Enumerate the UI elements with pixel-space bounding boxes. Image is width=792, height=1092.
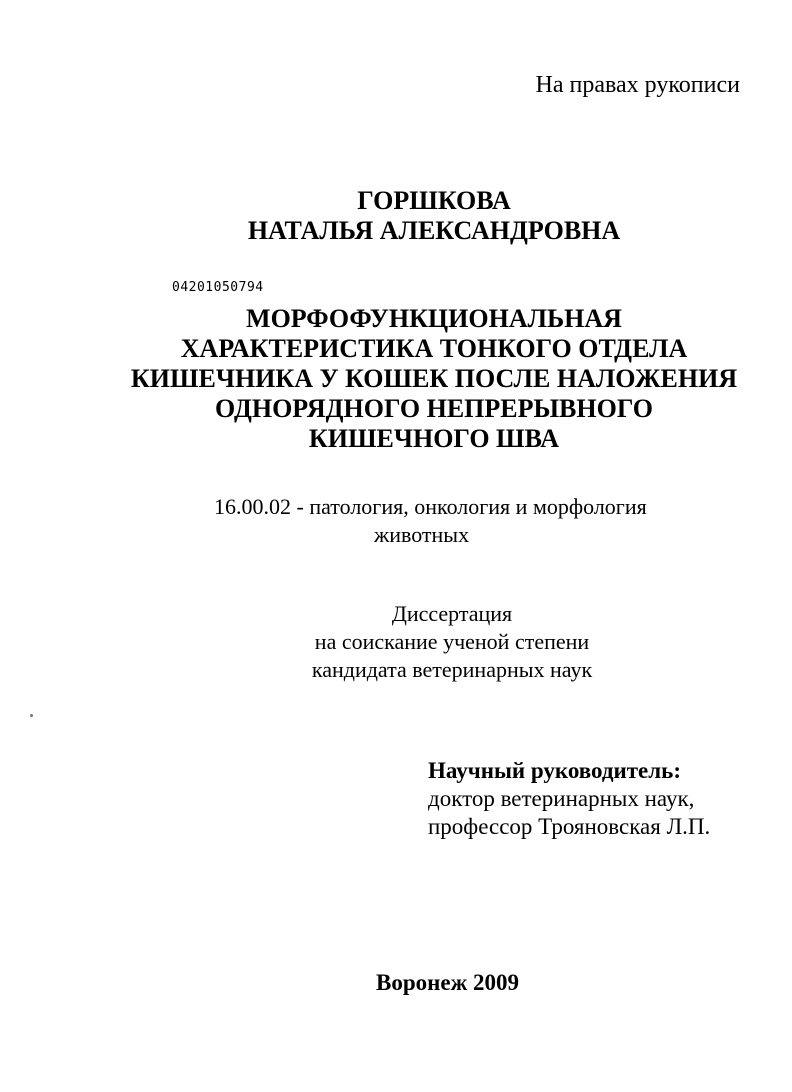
degree-statement [56,600,792,684]
manuscript-note: На правах рукописи [535,72,740,98]
title-line: ОДНОРЯДНОГО НЕПРЕРЫВНОГО [215,394,653,423]
degree-line: Диссертация [391,601,513,626]
specialty-code-line: 16.00.02 - патология, онкология и морфология [214,494,647,519]
author-given-names: НАТАЛЬЯ АЛЕКСАНДРОВНА [247,216,621,245]
title-line: КИШЕЧНИКА У КОШЕК ПОСЛЕ НАЛОЖЕНИЯ [130,364,738,393]
title-line: ХАРАКТЕРИСТИКА ТОНКОГО ОТДЕЛА [180,334,688,363]
specialty-continuation-line: животных [374,522,470,547]
supervisor-name: профессор Трояновская Л.П. [428,814,711,839]
author-surname: ГОРШКОВА [357,186,511,215]
degree-line: на соискание ученой степени [314,629,590,654]
archive-code: 04201050794 [172,280,264,295]
dissertation-title [38,304,792,454]
city-year: Воронеж 2009 [376,970,520,995]
title-line: КИШЕЧНОГО ШВА [308,424,560,453]
supervisor-heading: Научный руководитель: [428,758,681,783]
degree-line: кандидата ветеринарных наук [311,657,593,682]
scan-artifact [30,714,33,717]
supervisor-degree: доктор ветеринарных наук, [428,786,695,811]
title-line: МОРФОФУНКЦИОНАЛЬНАЯ [246,304,622,333]
